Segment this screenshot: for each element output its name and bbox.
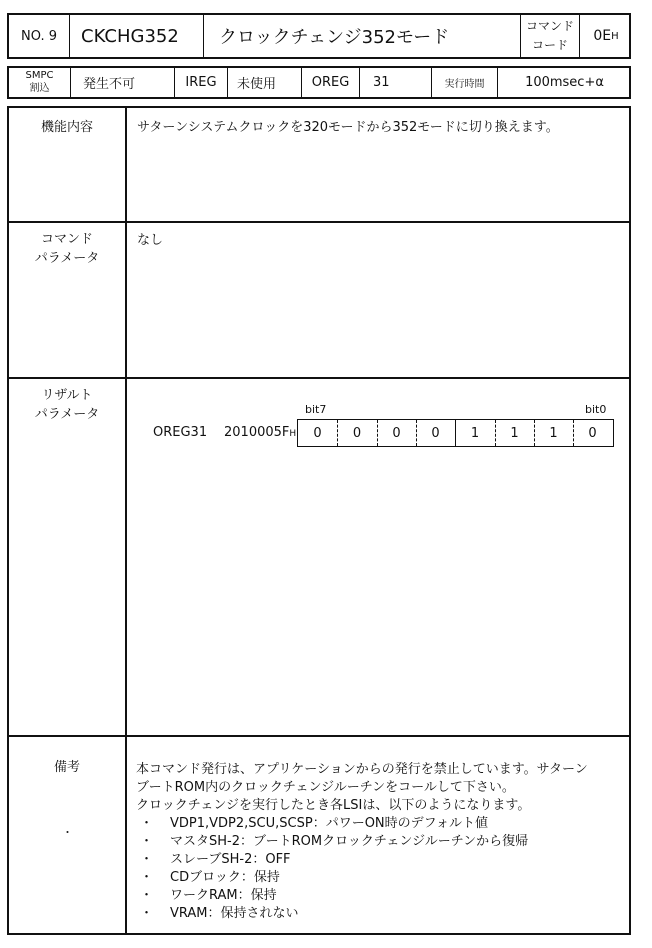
remarks-bullet-6: VRAM：保持されない: [170, 906, 299, 921]
bit-1: 1: [549, 425, 558, 441]
bit-field: [297, 419, 614, 447]
result-value-suffix: H: [289, 429, 297, 439]
remarks-line-1: 本コマンド発行は、アプリケーションからの発行を禁止しています。サターン: [136, 762, 588, 777]
exec-time-label: 実行時間: [444, 79, 485, 90]
command-title: クロックチェンジ352モード: [219, 27, 450, 48]
remarks-dot: ・: [62, 826, 73, 839]
remarks-bullet-item: [136, 905, 588, 923]
bit-4: 0: [431, 425, 440, 441]
smpc-label: [9, 69, 70, 95]
remarks-bullet-item: [136, 869, 588, 887]
divider: [227, 68, 228, 97]
section-divider: [9, 377, 629, 379]
remarks-bullet-item: [136, 815, 588, 833]
bit-high-label: bit7: [305, 403, 327, 416]
oreg-value: 31: [373, 75, 390, 90]
header-row: [7, 13, 631, 59]
bullet: ・: [140, 906, 154, 921]
command-param-label: [9, 230, 125, 268]
ireg-label: IREG: [185, 75, 217, 90]
bullet: ・: [140, 852, 154, 867]
command-param-label-line-1: コマンド: [40, 232, 93, 247]
section-divider: [9, 735, 629, 737]
result-value-number: 2010005F: [224, 425, 290, 440]
smpc-label-line-1: SMPC: [25, 70, 54, 81]
command-code-label: [521, 17, 579, 57]
result-value: [224, 425, 296, 440]
bit-6: 0: [352, 425, 362, 441]
result-param-label: [9, 386, 125, 424]
command-param-label-line-2: パラメータ: [34, 251, 100, 266]
remarks-bullet-5: ワークRAM：保持: [170, 888, 277, 903]
exec-time-value: 100msec+α: [525, 75, 604, 90]
bullet: ・: [140, 816, 154, 831]
code-label-line-2: コード: [531, 38, 568, 52]
remarks-line-2: ブートROM内のクロックチェンジルーチンをコールして下さい。: [136, 780, 515, 795]
code-value: 0E: [593, 28, 612, 44]
code-label-line-1: コマンド: [525, 19, 574, 33]
divider: [359, 68, 360, 97]
remarks-bullet-item: [136, 887, 588, 905]
divider: [203, 15, 204, 57]
bullet: ・: [140, 870, 154, 885]
remarks-bullet-1: VDP1,VDP2,SCU,SCSP：パワーON時のデフォルト値: [170, 816, 488, 831]
remarks-line-3: クロックチェンジを実行したとき各LSIは、以下のようになります。: [136, 798, 531, 813]
section-divider: [9, 221, 629, 223]
result-param-label-line-1: リザルト: [41, 388, 93, 403]
oreg-label: OREG: [311, 75, 350, 90]
result-register: OREG31: [153, 425, 208, 440]
ireg-value: 未使用: [237, 77, 277, 92]
bit-0: 0: [588, 425, 597, 441]
bit-5: 0: [392, 425, 401, 441]
code-hex-suffix: H: [611, 30, 619, 42]
bit-3: 1: [470, 425, 480, 441]
command-number: NO. 9: [21, 28, 57, 44]
remarks-bullet-item: [136, 833, 588, 851]
function-text: サターンシステムクロックを320モードから352モードに切り換えます。: [137, 120, 559, 135]
command-param-text: なし: [137, 233, 164, 248]
remarks-bullet-4: CDブロック：保持: [170, 870, 280, 885]
column-divider: [125, 108, 127, 933]
result-param-label-line-2: パラメータ: [34, 407, 100, 422]
divider: [69, 15, 70, 57]
remarks-bullet-item: [136, 851, 588, 869]
info-row: [7, 66, 631, 99]
bit-low-label: bit0: [585, 403, 607, 416]
bit-7: 0: [313, 425, 322, 441]
remarks-bullet-2: マスタSH-2：ブートROMクロックチェンジルーチンから復帰: [170, 834, 529, 849]
main-table: [7, 106, 631, 935]
smpc-value: 発生不可: [83, 77, 136, 92]
bit-2: 1: [510, 425, 519, 441]
command-name: CKCHG352: [81, 25, 179, 47]
bullet: ・: [140, 834, 154, 849]
command-code-value: [581, 15, 631, 57]
remarks-text: [136, 761, 588, 923]
smpc-label-line-2: 割込: [29, 83, 50, 94]
function-label: 機能内容: [40, 120, 93, 135]
remarks-bullet-3: スレーブSH-2：OFF: [170, 852, 291, 867]
divider: [579, 15, 580, 57]
remarks-label: 備考: [53, 760, 80, 775]
bullet: ・: [140, 888, 154, 903]
divider: [70, 68, 71, 97]
